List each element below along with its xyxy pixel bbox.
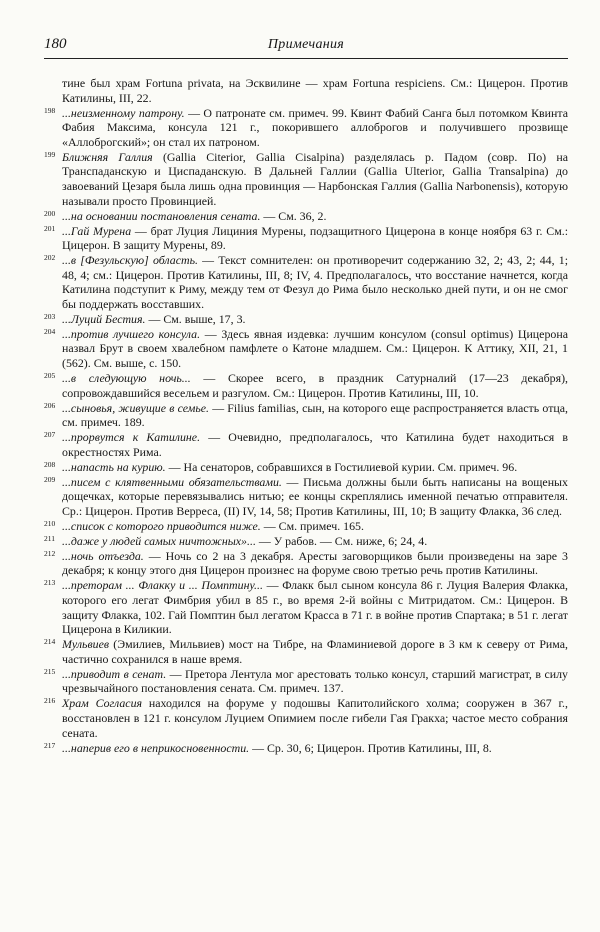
note-number: 217 [44,740,56,750]
note-text: — У рабов. — См. ниже, 6; 24, 4. [255,533,428,548]
note-text: — Здесь явная издевка: лучшим консулом (consul optimus) Цицерона назвал Брут в своем хвалебном памфлете о Катоне младшем. См.: Цицерон. К Аттику, XII, 21, 1 (562). См. выше, с. 150. [62,326,568,371]
note-number: 215 [44,666,56,676]
note-lemma: Храм Согласия [62,696,143,711]
note-lemma: ...писем с клятвенными обязательствами. [62,474,282,489]
note-lemma: ...Гай Мурена [62,223,132,238]
note-202 [44,253,568,311]
note-number: 209 [44,474,56,484]
note-198 [44,106,568,150]
note-text: — Флакк был сыном консула 86 г. Луция Валерия Флакка, которого его легат Фимбрия убил в 85 г., во время 2-й войны с Митридатом. См.: Цицерон. В защиту Флакка, 102. Гай Помптин был легатом Красса в 71 г. в войне против Спартака; в 51 г. легат Цицерона в Киликии. [62,578,568,637]
note-211 [44,534,568,549]
note-number: 198 [44,105,56,115]
note-lemma: ...сыновья, живущие в семье. [62,400,209,415]
note-lemma: ...в [Фезульскую] область. [62,253,198,268]
note-text: — Скорее всего, в праздник Сатурналий (17—23 декабря), сопровождавшийся весельем и разгулом. См.: Цицерон. Против Катилины, III, 10. [62,371,568,400]
note-text: тине был храм Fortuna privata, на Эсквилине — храм Fortuna respiciens. См.: Цицерон. Против Катилины, III, 22. [62,76,568,105]
note-number: 208 [44,459,56,469]
notes-list [44,76,568,756]
note-text: — См. выше, 17, 3. [145,311,246,326]
note-206 [44,401,568,430]
note-204 [44,327,568,371]
note-text: — Письма должны были быть написаны на вощеных дощечках, которые перевязывались нитью; ее концы скреплялись именной печатью отправителя. Ср.: Цицерон. Против Верреса, (II) IV, 14, 58; Против Катилины, III, 10; В защиту Флакка, 36 след. [62,474,568,518]
note-215 [44,667,568,696]
note-text: — Очевидно, предполагалось, что Катилина будет находиться в окрестностях Рима. [62,430,568,459]
note-208 [44,460,568,475]
note-lemma: ...даже у людей самых ничтожных»... [62,533,256,548]
note-number: 211 [44,533,55,543]
note-number: 203 [44,311,56,321]
note-text: — См. примеч. 165. [260,518,364,533]
running-head: Примечания [267,37,345,52]
note-lemma: ...список с которого приводится ниже. [62,518,261,533]
note-text: — Ср. 30, 6; Цицерон. Против Катилины, III, 8. [249,740,492,755]
note-number: 207 [44,430,56,440]
note-lemma: ...на основании постановления сената. [62,208,261,223]
note-number: 206 [44,400,56,410]
note-203 [44,312,568,327]
note-text: — Текст сомнителен: он противоречит содержанию 32, 2; 43, 2; 44, 1; 48, 4; см.: Цицерон. Против Катилины, III, 8; IV, 4. Предполагалось, что восстание начнется, когда Катилина подступит к Риму, между тем от Фезул до Рима было несколько дней пути, и он не смог бы поддержать восставших. [62,253,568,311]
note-text: — Filius familias, сын, на которого еще распространяется власть отца, см. примеч. 189. [62,400,568,430]
note-lemma: ...приводит в сенат. [62,666,167,681]
page-number: 180 [44,36,67,52]
note-lemma: ...в следующую ночь... [62,371,191,385]
note-text: — Претора Лентула мог арестовать только консул, старший магистрат, в силу чрезвычайного постановления сената. См. примеч. 137. [62,666,568,696]
note-199 [44,150,568,208]
note-213 [44,578,568,636]
note-text: (Эмилиев, Мильвиев) мост на Тибре, на Фламиниевой дороге в 3 км к северу от Рима, частично сохранился в наше время. [62,637,568,666]
note-lemma: ...преторам ... Флакку и ... Помптину... [62,578,263,593]
note-number: 216 [44,696,56,706]
note-number: 199 [44,149,56,159]
note-lemma: Мульвиев [62,637,110,652]
note-212 [44,549,568,578]
note-number: 201 [44,223,56,233]
note-200 [44,209,568,224]
note-text: — брат Луция Лициния Мурены, подзащитного Цицерона в конце ноября 63 г. См.: Цицерон. В защиту Мурены, 89. [62,223,569,253]
note-text: находился на форуме у подошвы Капитолийского холма; сооружен в 367 г., восстановлен в 121 г. консулом Луцием Опимием после гибели Гая Гракха; частое место собрания сената. [62,696,568,740]
note-lemma: ...наперив его в неприкосновенности. [62,740,250,755]
note-lemma: ...прорвутся к Катилине. [62,430,201,445]
note-lemma: ...ночь отъезда. [62,548,144,563]
note-continuation [44,76,568,105]
note-lemma: ...неизменному патрону. [62,105,185,120]
note-201 [44,224,568,253]
note-number: 214 [44,637,56,647]
note-214 [44,637,568,666]
note-number: 213 [44,578,56,588]
note-lemma: ...против лучшего консула. [62,326,201,341]
note-lemma: ...напасть на курию. [62,459,166,474]
note-217 [44,741,568,756]
note-216 [44,696,568,740]
note-number: 202 [44,253,56,263]
note-lemma: ...Луций Бестия. [62,311,146,326]
note-lemma: Ближняя Галлия [62,149,153,164]
note-text: — Ночь со 2 на 3 декабря. Аресты заговорщиков были произведены на заре 3 декабря; к концу этого дня Цицерон произнес на форуме свою третью речь против Катилины. [62,548,568,578]
note-205 [44,371,568,400]
note-number: 212 [44,548,56,558]
note-number: 204 [44,326,56,336]
note-207 [44,430,568,459]
note-209 [44,475,568,519]
note-210 [44,519,568,534]
note-number: 205 [44,371,56,380]
note-number: 200 [44,208,56,218]
note-text: — О патронате см. примеч. 99. Квинт Фабий Санга был потомком Квинта Фабия Максима, консула 121 г., покорившего аллоброгов и получившего прозвище «Аллоброгский»; он стал их патроном. [62,105,568,149]
note-text: — На сенаторов, собравшихся в Гостилиевой курии. См. примеч. 96. [165,459,518,474]
note-text: — См. 36, 2. [260,208,327,223]
page-header [44,36,568,59]
note-number: 210 [44,518,56,528]
note-text: (Gallia Citerior, Gallia Cisalpina) разделялась р. Падом (совр. По) на Транспаданскую и Циспаданскую. В Дальней Галлии (Gallia Ulterior, Gallia Transalpina) до завоеваний Цезаря была лишь одна провинция — Нарбонская Галлия (Gallia Narbonensis), которую называли просто Провинцией. [62,149,569,208]
